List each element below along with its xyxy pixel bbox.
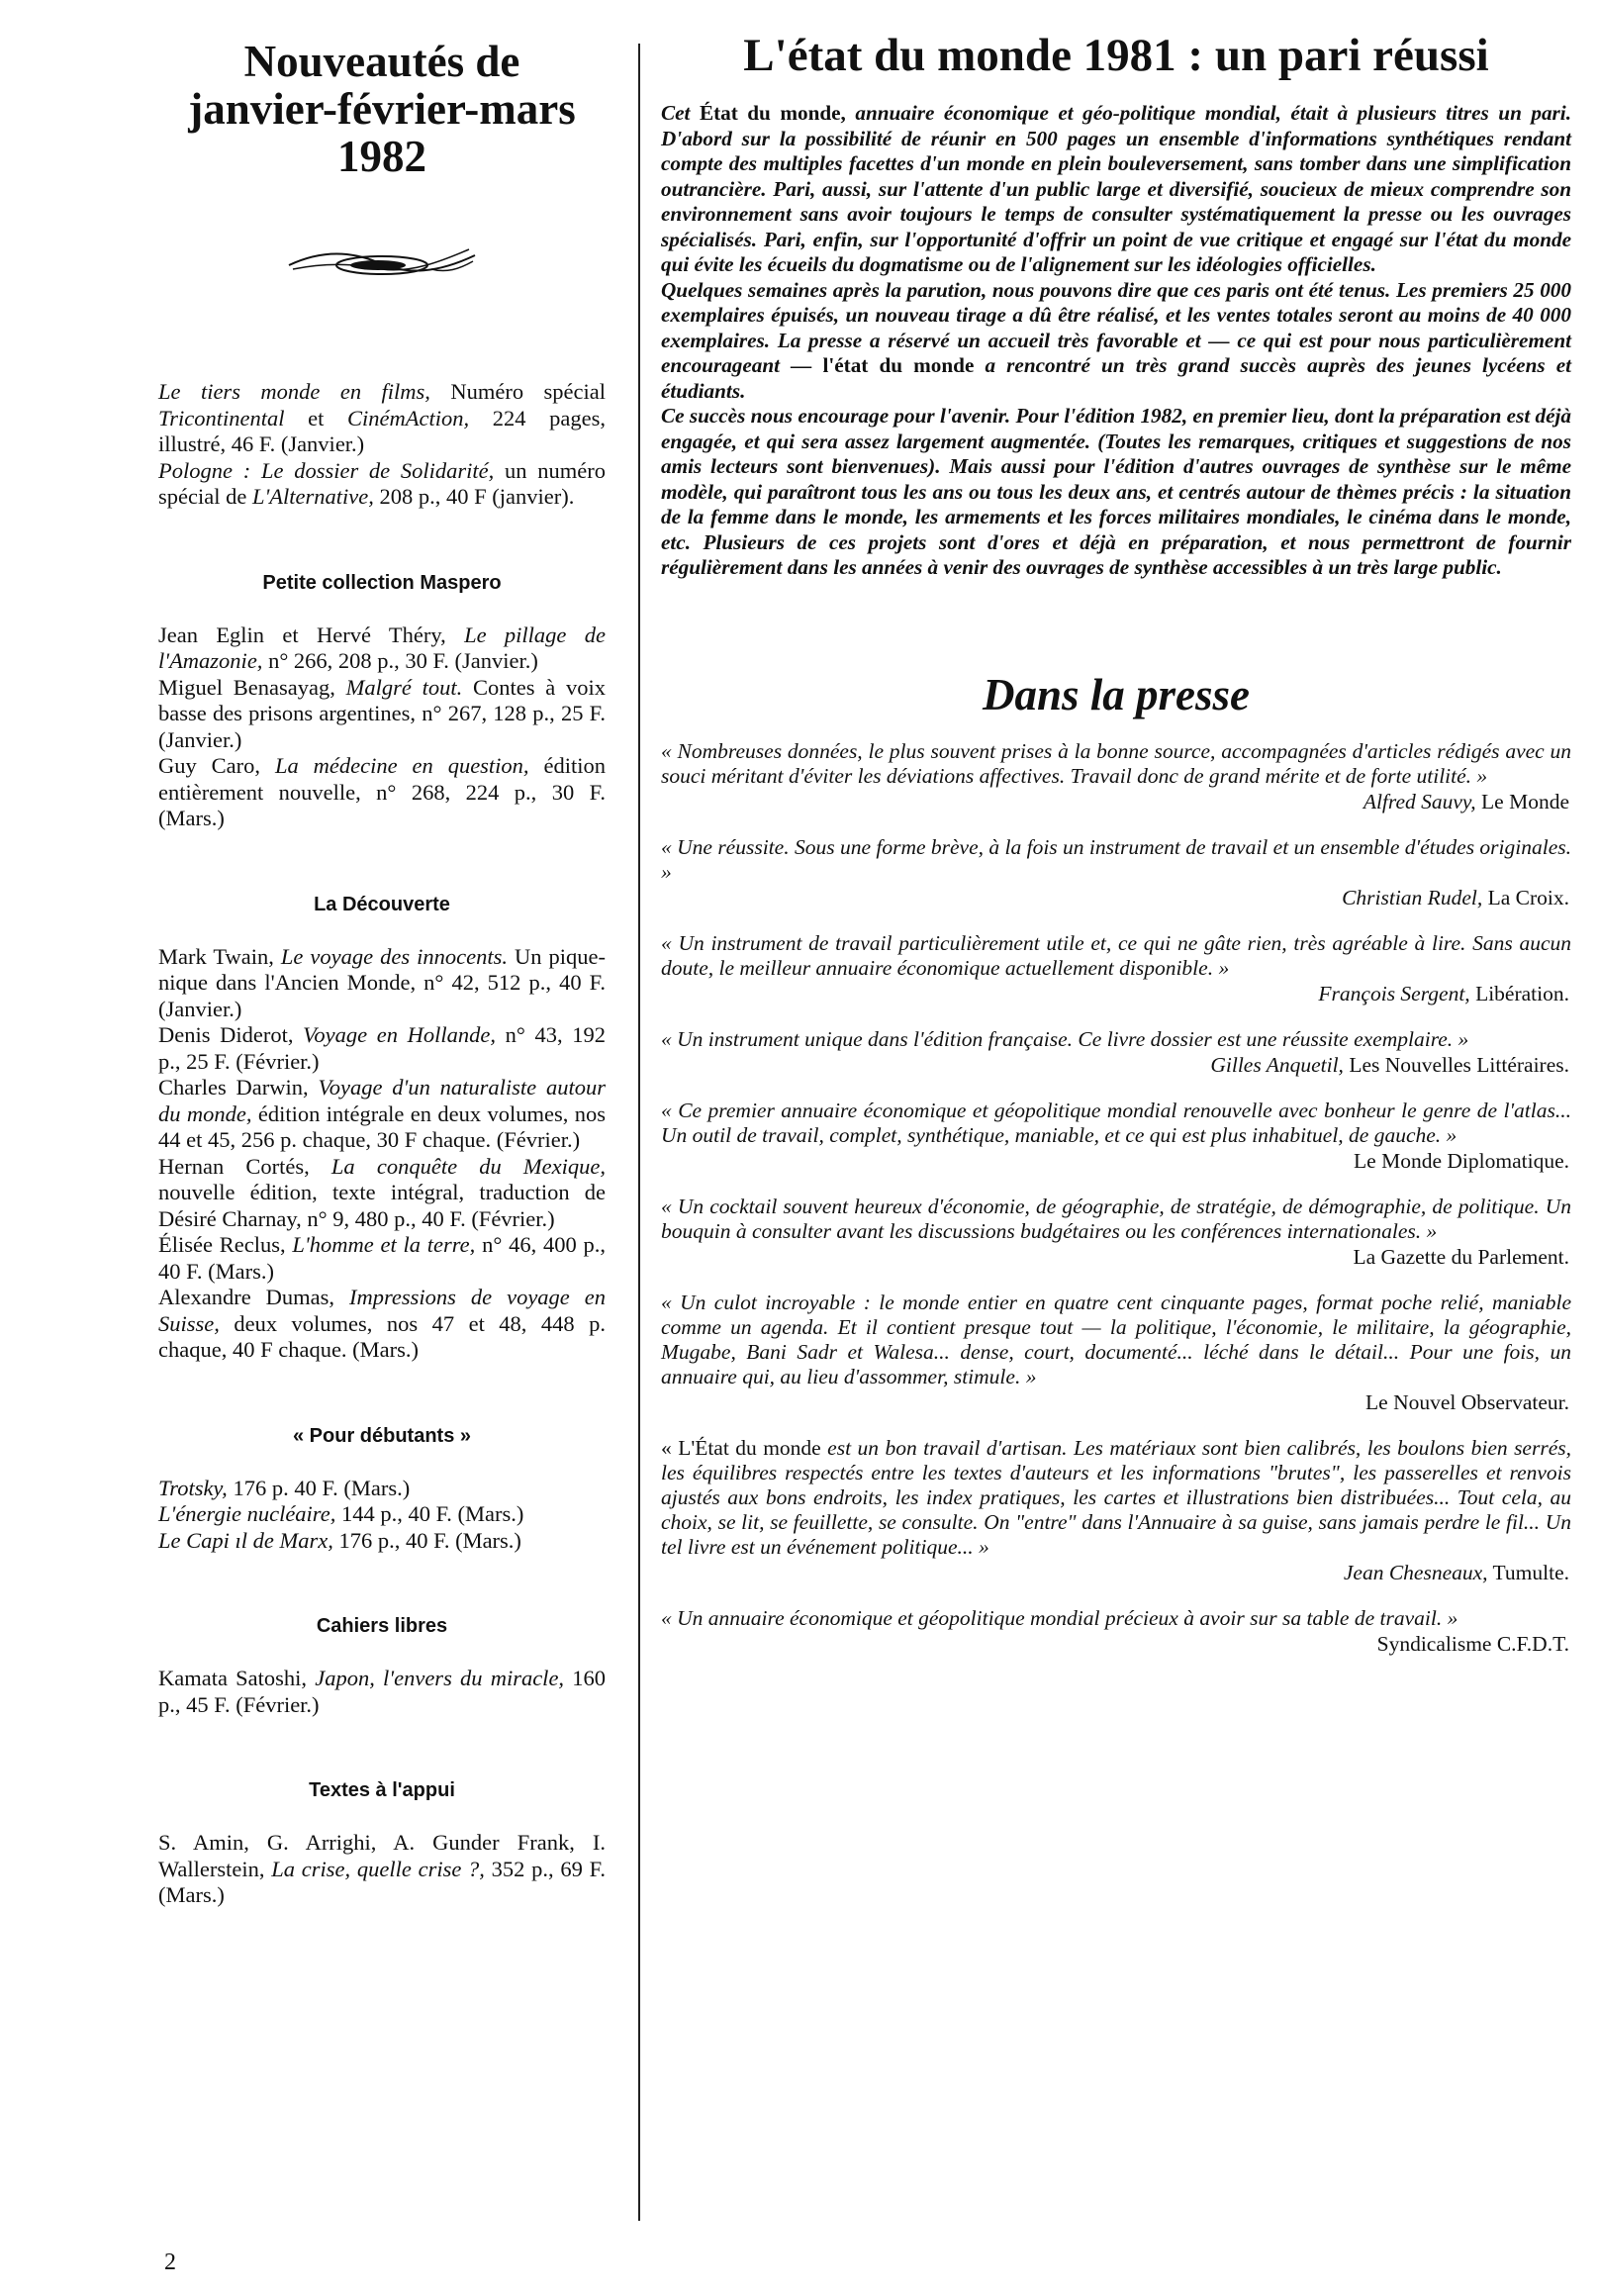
section-title: Textes à l'appui [309,1779,455,1801]
section-title: « Pour débutants » [292,1424,472,1447]
book-entry: Trotsky, 176 p. 40 F. (Mars.) [158,1475,411,1500]
book-entry: Le tiers monde en films, Numéro spécial Tricontinental et CinémAction, 224 pages, illustré, 46 F. (Janvier.) [158,379,606,456]
book-entry: Élisée Reclus, L'homme et la terre, n° 46, 400 p., 40 F. (Mars.) [158,1232,607,1284]
press-quote: « Un culot incroyable : le monde entier en quatre cent cinquante pages, format poche relié, maniable comme un agenda. Et il contient presque tout — la politique, l'économie, le militaire, la géographie, Mugabe, Bani Sadr et Walesa... dense, court, documenté... léché dans le détail... Pour une fois, un annuaire qui, au lieu d'assommer, stimule. » [661,1290,1571,1388]
section-textes-a-lappui [158,1779,606,1909]
quote-source: Jean Chesneaux, Tumulte. [1343,1560,1569,1584]
quote-source: Christian Rudel, La Croix. [1342,885,1569,909]
press-section-title: Dans la presse [982,669,1251,719]
section-title: Cahiers libres [316,1615,448,1637]
flourish-ornament-icon [158,239,606,288]
book-entry: Hernan Cortés, La conquête du Mexique, nouvelle édition, texte intégral, traduction de Désiré Charnay, n° 9, 480 p., 40 F. (Février.) [158,1153,606,1231]
press-quote: « Une réussite. Sous une forme brève, à la fois un instrument de travail et un ensemble d'études originales. » [661,834,1572,884]
section-la-decouverte [158,894,606,1364]
book-entry: Guy Caro, La médecine en question, édition entièrement nouvelle, n° 268, 224 p., 30 F. (Mars.) [158,753,606,830]
press-quotes [661,739,1571,1658]
quote-source: Alfred Sauvy, Le Monde [1363,789,1569,813]
book-entry: Kamata Satoshi, Japon, l'envers du miracle, 160 p., 45 F. (Février.) [158,1666,606,1717]
book-entry: Mark Twain, Le voyage des innocents. Un pique-nique dans l'Ancien Monde, n° 42, 512 p., 40 F. (Janvier.) [158,943,606,1021]
title-line: janvier-février-mars [188,84,576,134]
press-quote: « Un instrument de travail particulièrement utile et, ce qui ne gâte rien, très agréable à lire. Sans aucun doute, le meilleur annuaire économique actuellement disponible. » [661,930,1571,980]
intro-entries [158,379,606,511]
article-intro [661,101,1571,581]
book-entry: S. Amin, G. Arrighi, A. Gunder Frank, I. Wallerstein, La crise, quelle crise ?, 352 p., 69 F. (Mars.) [158,1830,606,1907]
quote-source: Le Nouvel Observateur. [1365,1389,1569,1414]
book-entry: Pologne : Le dossier de Solidarité, un numéro spécial de L'Alternative, 208 p., 40 F (janvier). [158,457,607,509]
book-entry: Le Capi ıl de Marx, 176 p., 40 F. (Mars.) [158,1527,521,1553]
new-releases-column [158,38,606,1909]
page-number: 2 [164,2249,176,2275]
press-quote: « Un instrument unique dans l'édition française. Ce livre dossier est une réussite exemplaire. » [661,1026,1469,1051]
title-line: 1982 [337,132,426,181]
book-entry: Miguel Benasayag, Malgré tout. Contes à voix basse des prisons argentines, n° 267, 128 p., 25 F. (Janvier.) [158,674,606,752]
book-entry: Denis Diderot, Voyage en Hollande, n° 43, 192 p., 25 F. (Février.) [158,1022,606,1074]
section-title: La Découverte [314,893,450,915]
column-divider [638,44,640,2221]
article-column [661,30,1571,1677]
section-cahiers-libres [158,1615,606,1718]
article-title: L'état du monde 1981 : un pari réussi [743,30,1489,81]
book-entry: Jean Eglin et Hervé Théry, Le pillage de l'Amazonie, n° 266, 208 p., 30 F. (Janvier.) [158,622,606,673]
quote-source: Syndicalisme C.F.D.T. [1376,1631,1569,1656]
section-petite-collection [158,572,606,832]
section-pour-debutants [158,1425,606,1555]
press-quote: « Un annuaire économique et géopolitique mondial précieux à avoir sur sa table de travail. » [661,1605,1458,1630]
title-line: Nouveautés de [243,37,520,86]
book-entry: Charles Darwin, Voyage d'un naturaliste autour du monde, édition intégrale en deux volumes, nos 44 et 45, 256 p. chaque, 30 F chaque. (Février.) [158,1075,606,1152]
press-quote: « Nombreuses données, le plus souvent prises à la bonne source, accompagnées d'articles rédigés avec un souci méritant d'éviter les déviations affectives. Travail donc de grand mérite et de forte utilité. » [661,738,1571,788]
intro-paragraph: Quelques semaines après la parution, nous pouvons dire que ces paris ont été tenus. Les premiers 25 000 exemplaires épuisés, un nouveau tirage a dû être réalisé, et les ventes totales seront au moins de 40 000 exemplaires. La presse a réservé un accueil très favorable et — ce qui est pour nous particulièrement encourageant — l'état du monde a rencontré un très grand succès auprès des jeunes lycéens et étudiants. [661,277,1571,403]
quote-source: Le Monde Diplomatique. [1354,1148,1569,1173]
book-entry: L'énergie nucléaire, 144 p., 40 F. (Mars.) [158,1501,524,1526]
press-quote: « L'État du monde est un bon travail d'artisan. Les matériaux sont bien calibrés, les boulons bien serrés, les équilibres respectés entre les textes d'auteurs et les informations "brutes", les passerelles et renvois ajustés aux bons endroits, les index pratiques, les cartes et illustrations bien distribuées... Tout cela, au choix, se lit, se feuillette, se consulte. On "entre" dans l'Annuaire à sa guise, sans jamais perdre le fil... Un tel livre est un événement politique... » [661,1435,1571,1559]
press-quote: « Ce premier annuaire économique et géopolitique mondial renouvelle avec bonheur le genre de l'atlas... Un outil de travail, complet, synthétique, maniable, et ce qui est plus inhabituel, de gauche. » [661,1098,1571,1147]
quote-source: La Gazette du Parlement. [1353,1244,1569,1269]
book-entry: Alexandre Dumas, Impressions de voyage en Suisse, deux volumes, nos 47 et 48, 448 p. chaque, 40 F chaque. (Mars.) [158,1285,606,1362]
quote-source: François Sergent, Libération. [1318,981,1569,1005]
press-quote: « Un cocktail souvent heureux d'économie, de géographie, de stratégie, de démographie, de politique. Un bouquin à consulter avant les discussions budgétaires ou les conférences internationales. » [661,1194,1571,1243]
new-releases-title [158,38,606,180]
quote-source: Gilles Anquetil, Les Nouvelles Littéraires. [1210,1052,1569,1077]
intro-paragraph: Cet État du monde, annuaire économique et géo-politique mondial, était à plusieurs titres un pari. D'abord sur la possibilité de réunir en 500 pages un ensemble d'informations synthétiques rendant compte des multiples facettes d'un monde en plein bouleversement, sans tomber dans une simplification outrancière. Pari, aussi, sur l'attente d'un public large et diversifié, soucieux de mieux comprendre son environnement sans avoir toujours le temps de consulter systématiquement la presse ou les ouvrages spécialisés. Pari, enfin, sur l'opportunité d'offrir un point de vue critique et engagé sur l'état du monde qui évite les écueils du dogmatisme ou de l'alignement sur les idéologies officielles. [661,101,1571,276]
intro-paragraph: Ce succès nous encourage pour l'avenir. Pour l'édition 1982, en premier lieu, dont la préparation est déjà engagée, et qui sera assez largement augmentée. (Toutes les remarques, critiques et suggestions de nos amis lecteurs sont bienvenues). Mais aussi pour l'édition d'autres ouvrages de synthèse sur le même modèle, qui paraîtront tous les ans ou tous les deux ans, et centrés autour de thèmes précis : la situation de la femme dans le monde, les armements et les forces militaires mondiales, le cinéma dans le monde, etc. Plusieurs de ces projets sont d'ores et déjà en préparation, et nous permettront de fournir régulièrement dans les années à venir des ouvrages de synthèse accessibles à un très large public. [661,404,1571,579]
section-title: Petite collection Maspero [262,571,502,594]
